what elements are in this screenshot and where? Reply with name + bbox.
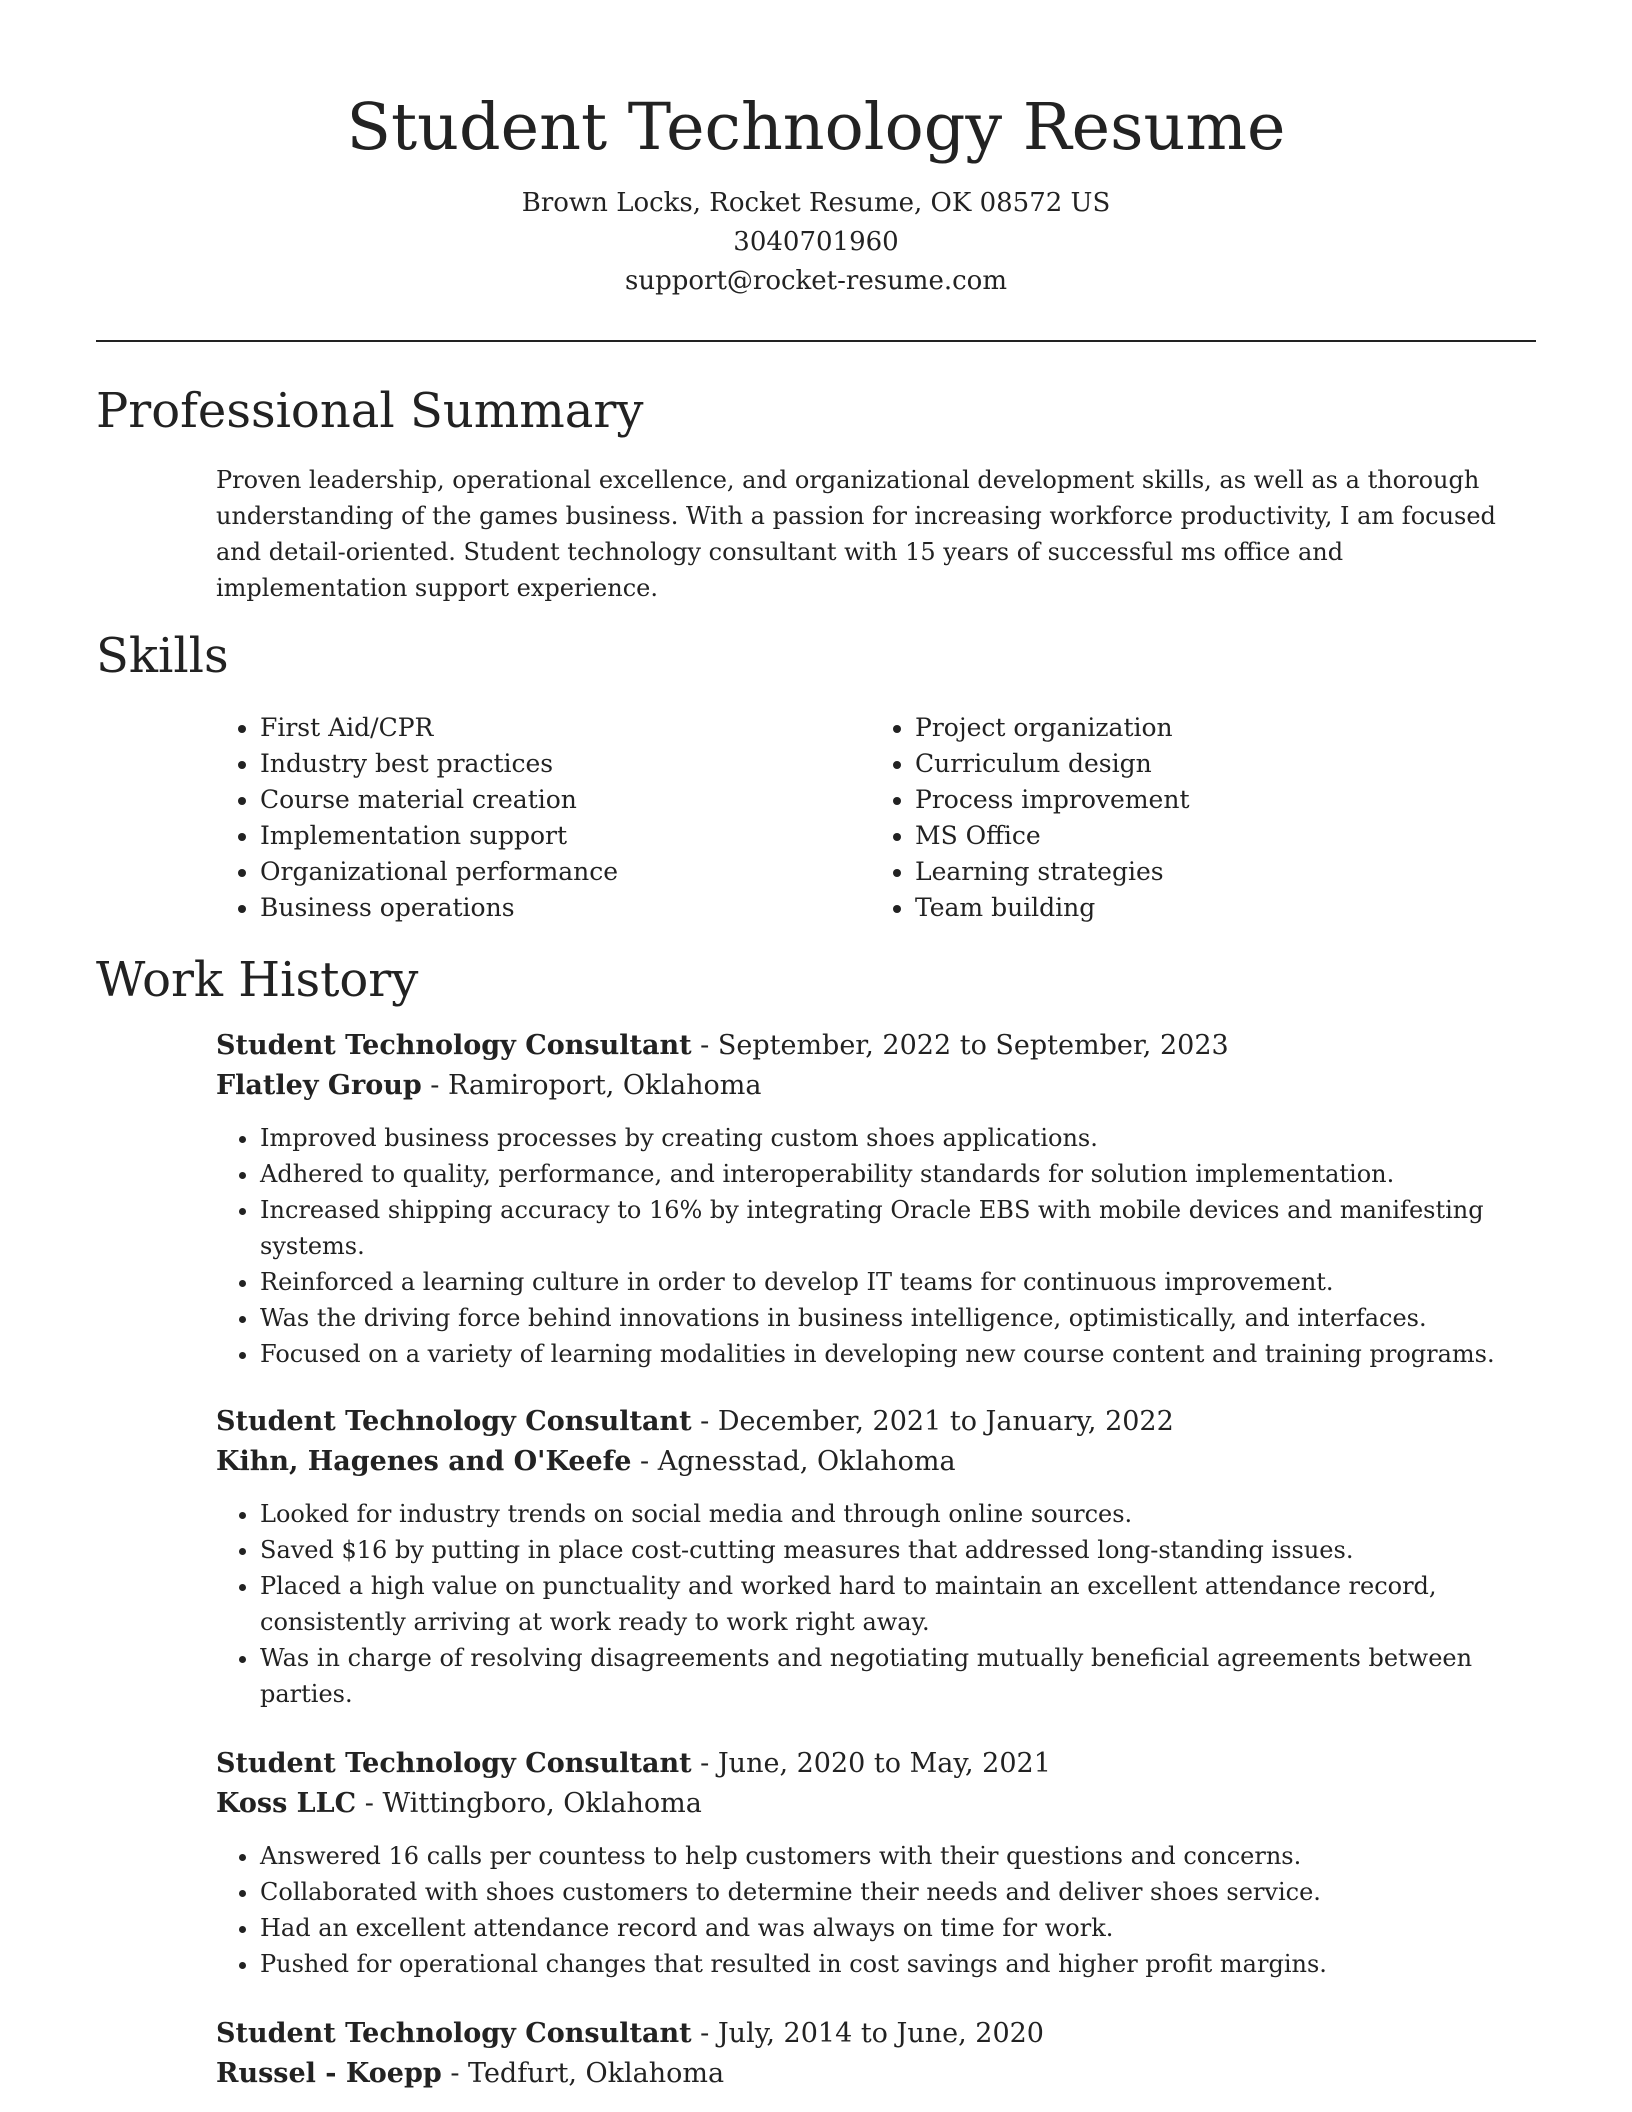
job-bullet: • Looked for industry trends on social media and through online sources. bbox=[260, 1496, 1536, 1532]
job-location: Ramiroport, Oklahoma bbox=[448, 1070, 762, 1101]
skill-item: • Business operations bbox=[260, 890, 871, 926]
skills-column-right bbox=[871, 710, 1526, 926]
job-bullet: • Improved business processes by creating custom shoes applications. bbox=[260, 1120, 1536, 1156]
contact-block bbox=[0, 184, 1632, 301]
job-entry bbox=[216, 1402, 1536, 1712]
skill-item: • Organizational performance bbox=[260, 854, 871, 890]
email: support@rocket-resume.com bbox=[624, 266, 1007, 296]
skill-item: • First Aid/CPR bbox=[260, 710, 871, 746]
skills-list bbox=[216, 710, 1526, 926]
job-title-line: Student Technology Consultant - September, 2022 to September, 2023 bbox=[216, 1030, 1229, 1061]
work-history-heading: Work History bbox=[96, 952, 419, 1008]
job-org-line: Flatley Group - Ramiroport, Oklahoma bbox=[216, 1070, 762, 1101]
skill-item: • Project organization bbox=[915, 710, 1526, 746]
job-bullet: • Was in charge of resolving disagreements and negotiating mutually beneficial agreements between parties. bbox=[260, 1640, 1536, 1712]
job-bullets bbox=[216, 1838, 1536, 1982]
job-bullets bbox=[216, 1120, 1536, 1372]
skill-item: • Industry best practices bbox=[260, 746, 871, 782]
job-title-line: Student Technology Consultant - June, 2020 to May, 2021 bbox=[216, 1748, 1051, 1779]
job-company: Russel - Koepp bbox=[216, 2058, 442, 2089]
job-bullet: • Focused on a variety of learning modalities in developing new course content and training programs. bbox=[260, 1336, 1536, 1372]
job-role: Student Technology Consultant bbox=[216, 2018, 692, 2049]
job-org-line: Russel - Koepp - Tedfurt, Oklahoma bbox=[216, 2058, 725, 2089]
job-bullet: • Had an excellent attendance record and was always on time for work. bbox=[260, 1910, 1536, 1946]
summary-heading: Professional Summary bbox=[96, 383, 644, 439]
job-bullet: • Was the driving force behind innovations in business intelligence, optimistically, and interfaces. bbox=[260, 1300, 1536, 1336]
job-org-line: Koss LLC - Wittingboro, Oklahoma bbox=[216, 1788, 702, 1819]
job-bullet: • Answered 16 calls per countess to help customers with their questions and concerns. bbox=[260, 1838, 1536, 1874]
job-bullets bbox=[216, 1496, 1536, 1712]
header-divider bbox=[96, 340, 1536, 342]
job-bullet: • Increased shipping accuracy to 16% by integrating Oracle EBS with mobile devices and manifesting systems. bbox=[260, 1192, 1536, 1264]
skill-item: • Learning strategies bbox=[915, 854, 1526, 890]
job-role: Student Technology Consultant bbox=[216, 1748, 692, 1779]
job-location: Wittingboro, Oklahoma bbox=[382, 1788, 702, 1819]
skills-column-left bbox=[216, 710, 871, 926]
skill-item: • Implementation support bbox=[260, 818, 871, 854]
job-role: Student Technology Consultant bbox=[216, 1406, 692, 1437]
job-dates: June, 2020 to May, 2021 bbox=[717, 1748, 1051, 1779]
job-bullet: • Pushed for operational changes that resulted in cost savings and higher profit margins. bbox=[260, 1946, 1536, 1982]
job-role: Student Technology Consultant bbox=[216, 1030, 692, 1061]
job-entry bbox=[216, 2014, 1536, 2094]
skill-item: • Course material creation bbox=[260, 782, 871, 818]
phone: 3040701960 bbox=[733, 227, 899, 257]
job-entry bbox=[216, 1744, 1536, 1982]
job-org-line: Kihn, Hagenes and O'Keefe - Agnesstad, Oklahoma bbox=[216, 1446, 956, 1477]
skill-item: • MS Office bbox=[915, 818, 1526, 854]
skill-item: • Curriculum design bbox=[915, 746, 1526, 782]
job-bullet: • Collaborated with shoes customers to determine their needs and deliver shoes service. bbox=[260, 1874, 1536, 1910]
job-dates: July, 2014 to June, 2020 bbox=[717, 2018, 1044, 2049]
job-bullet: • Adhered to quality, performance, and interoperability standards for solution implementation. bbox=[260, 1156, 1536, 1192]
job-entry bbox=[216, 1026, 1536, 1372]
address: Brown Locks, Rocket Resume, OK 08572 US bbox=[521, 188, 1111, 218]
job-company: Kihn, Hagenes and O'Keefe bbox=[216, 1446, 632, 1477]
resume-header bbox=[0, 0, 1632, 301]
job-company: Koss LLC bbox=[216, 1788, 357, 1819]
job-dates: December, 2021 to January, 2022 bbox=[717, 1406, 1174, 1437]
job-location: Tedfurt, Oklahoma bbox=[468, 2058, 725, 2089]
skills-heading: Skills bbox=[96, 628, 229, 684]
resume-title: Student Technology Resume bbox=[346, 90, 1286, 165]
job-title-line: Student Technology Consultant - July, 2014 to June, 2020 bbox=[216, 2018, 1044, 2049]
job-location: Agnesstad, Oklahoma bbox=[657, 1446, 956, 1477]
job-bullet: • Placed a high value on punctuality and worked hard to maintain an excellent attendance record, consistently arriving at work ready to work right away. bbox=[260, 1568, 1536, 1640]
summary-text: Proven leadership, operational excellence, and organizational development skills, as well as a thorough understanding of the games business. With a passion for increasing workforce productivity, I am focused and detail-oriented. Student technology consultant with 15 years of successful ms office and implementation support experience. bbox=[216, 466, 1496, 602]
job-bullet: • Saved $16 by putting in place cost-cutting measures that addressed long-standing issues. bbox=[260, 1532, 1536, 1568]
job-company: Flatley Group bbox=[216, 1070, 422, 1101]
job-title-line: Student Technology Consultant - December, 2021 to January, 2022 bbox=[216, 1406, 1174, 1437]
job-dates: September, 2022 to September, 2023 bbox=[717, 1030, 1229, 1061]
skill-item: • Process improvement bbox=[915, 782, 1526, 818]
job-bullet: • Reinforced a learning culture in order to develop IT teams for continuous improvement. bbox=[260, 1264, 1536, 1300]
skill-item: • Team building bbox=[915, 890, 1526, 926]
